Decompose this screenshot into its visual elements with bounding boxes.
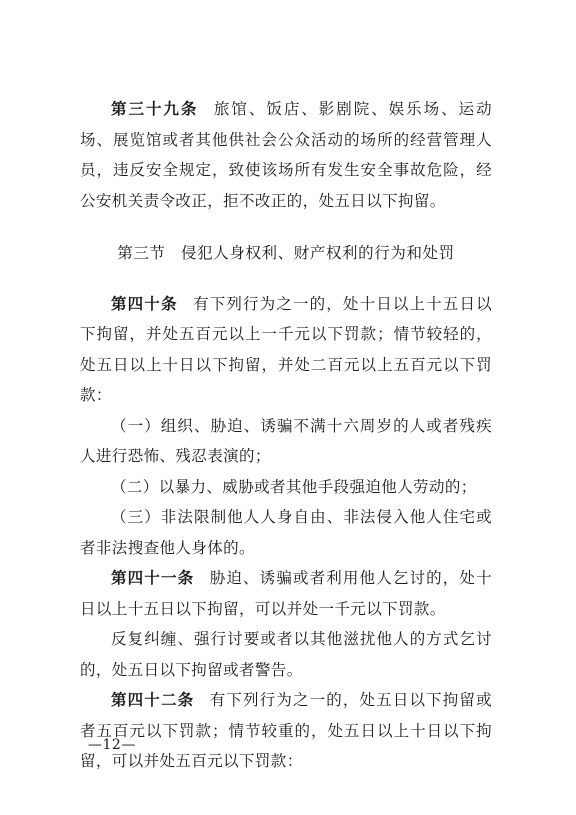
article-40-text: 有下列行为之一的，处十日以上十五日以下拘留，并处五百元以上一千元以下罚款；情节较轻的，处五日以上十日以下拘留，并处二百元以上五百元以下罚款： [80, 294, 492, 404]
article-40-item-2: （二）以暴力、威胁或者其他手段强迫他人劳动的； [111, 477, 477, 496]
article-42-paragraph [80, 685, 492, 777]
article-42-label: 第四十二条 [111, 691, 195, 709]
article-39-text: 旅馆、饭店、影剧院、娱乐场、运动场、展览馆或者其他供社会公众活动的场所的经营管理人员，违反安全规定，致使该场所有发生安全事故危险，经公安机关责令改正，拒不改正的，处五日以下拘留。 [80, 100, 492, 210]
document-body [80, 94, 492, 777]
section-3-number: 第三节 [117, 244, 166, 262]
article-39-label: 第三十九条 [111, 100, 199, 118]
article-40-label: 第四十条 [111, 294, 178, 313]
article-39-paragraph [80, 94, 492, 216]
article-41-label: 第四十一条 [111, 569, 195, 587]
section-3-heading [80, 238, 492, 269]
section-3-title: 侵犯人身权利、财产权利的行为和处罚 [181, 244, 455, 262]
page-number: —12— [88, 737, 136, 753]
article-41-text: 胁迫、诱骗或者利用他人乞讨的，处十日以上十五日以下拘留，可以并处一千元以下罚款。 [80, 569, 492, 618]
article-40-paragraph [80, 289, 492, 411]
article-41-paragraph [80, 563, 492, 624]
article-41-paragraph-2: 反复纠缠、强行讨要或者以其他滋扰他人的方式乞讨的，处五日以下拘留或者警告。 [80, 630, 492, 679]
article-40-item-3: （三）非法限制他人人身自由、非法侵入他人住宅或者非法搜查他人身体的。 [80, 508, 492, 557]
article-40-item-1: （一）组织、胁迫、诱骗不满十六周岁的人或者残疾人进行恐怖、残忍表演的； [80, 416, 492, 465]
article-42-text: 有下列行为之一的，处五日以下拘留或者五百元以下罚款；情节较重的，处五日以上十日以下拘留，可以并处五百元以下罚款： [80, 691, 492, 770]
